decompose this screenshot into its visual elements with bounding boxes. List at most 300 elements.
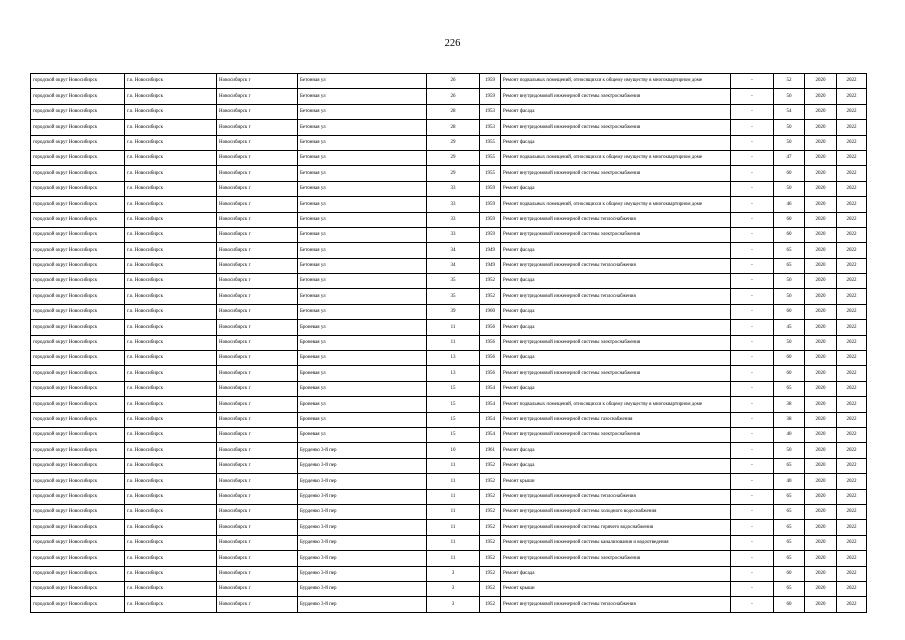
cell-city: г.о. Новосибирск: [125, 243, 217, 258]
cell-work-type: Ремонт фасада: [501, 304, 731, 319]
cell-year: 1955: [480, 150, 501, 165]
cell-street: Бетонная ул: [298, 89, 427, 104]
cell-okrug: городской округ Новосибирск: [31, 212, 125, 227]
table-row: [31, 335, 867, 350]
cell-street: Бетонная ул: [298, 197, 427, 212]
cell-score: 52: [774, 74, 805, 89]
cell-score: 40: [774, 474, 805, 489]
cell-score: 50: [774, 443, 805, 458]
cell-street: Броневая ул: [298, 366, 427, 381]
cell-work-type: Ремонт подвальных помещений, относящихся к общему имуществу в многоквартирном доме: [501, 74, 731, 89]
cell-mark: -: [731, 289, 774, 304]
cell-city: г.о. Новосибирск: [125, 104, 217, 119]
cell-score: 65: [774, 504, 805, 519]
cell-score: 50: [774, 135, 805, 150]
cell-start-year: 2020: [805, 551, 837, 566]
cell-house: 15: [427, 427, 480, 442]
cell-mark: -: [731, 212, 774, 227]
cell-city: г.о. Новосибирск: [125, 458, 217, 473]
cell-city: г.о. Новосибирск: [125, 227, 217, 242]
cell-end-year: 2022: [837, 104, 867, 119]
cell-end-year: 2022: [837, 150, 867, 165]
cell-locality: Новосибирск г: [217, 120, 298, 135]
cell-mark: -: [731, 197, 774, 212]
cell-street: Бетонная ул: [298, 135, 427, 150]
cell-year: 1959: [480, 212, 501, 227]
cell-start-year: 2020: [805, 397, 837, 412]
table-body: [31, 74, 867, 613]
cell-street: Бурденко 3-й пер: [298, 566, 427, 581]
cell-locality: Новосибирск г: [217, 320, 298, 335]
cell-city: г.о. Новосибирск: [125, 89, 217, 104]
cell-start-year: 2020: [805, 74, 837, 89]
cell-city: г.о. Новосибирск: [125, 212, 217, 227]
cell-year: 1959: [480, 181, 501, 196]
cell-mark: -: [731, 427, 774, 442]
cell-score: 54: [774, 104, 805, 119]
cell-house: 3: [427, 597, 480, 612]
cell-end-year: 2022: [837, 566, 867, 581]
cell-city: г.о. Новосибирск: [125, 120, 217, 135]
cell-city: г.о. Новосибирск: [125, 427, 217, 442]
cell-house: 29: [427, 150, 480, 165]
cell-city: г.о. Новосибирск: [125, 74, 217, 89]
cell-okrug: городской округ Новосибирск: [31, 397, 125, 412]
cell-year: 1952: [480, 504, 501, 519]
cell-street: Бетонная ул: [298, 120, 427, 135]
cell-score: 46: [774, 197, 805, 212]
cell-year: 1954: [480, 381, 501, 396]
cell-mark: -: [731, 504, 774, 519]
table-row: [31, 381, 867, 396]
table-row: [31, 320, 867, 335]
cell-year: 1959: [480, 74, 501, 89]
cell-mark: -: [731, 166, 774, 181]
cell-end-year: 2022: [837, 258, 867, 273]
cell-city: г.о. Новосибирск: [125, 535, 217, 550]
cell-okrug: городской округ Новосибирск: [31, 227, 125, 242]
cell-house: 33: [427, 197, 480, 212]
cell-city: г.о. Новосибирск: [125, 335, 217, 350]
cell-mark: -: [731, 566, 774, 581]
table-row: [31, 166, 867, 181]
cell-house: 11: [427, 489, 480, 504]
cell-start-year: 2020: [805, 289, 837, 304]
cell-city: г.о. Новосибирск: [125, 274, 217, 289]
cell-locality: Новосибирск г: [217, 243, 298, 258]
cell-house: 28: [427, 104, 480, 119]
cell-mark: -: [731, 535, 774, 550]
cell-mark: -: [731, 150, 774, 165]
cell-score: 60: [774, 366, 805, 381]
cell-city: г.о. Новосибирск: [125, 181, 217, 196]
cell-okrug: городской округ Новосибирск: [31, 366, 125, 381]
cell-mark: -: [731, 320, 774, 335]
cell-end-year: 2022: [837, 443, 867, 458]
cell-okrug: городской округ Новосибирск: [31, 535, 125, 550]
cell-house: 29: [427, 135, 480, 150]
cell-end-year: 2022: [837, 397, 867, 412]
cell-year: 1952: [480, 551, 501, 566]
cell-street: Бетонная ул: [298, 258, 427, 273]
cell-okrug: городской округ Новосибирск: [31, 551, 125, 566]
table-row: [31, 212, 867, 227]
cell-work-type: Ремонт внутридомовой инженерной системы электроснабжения: [501, 227, 731, 242]
cell-year: 1952: [480, 489, 501, 504]
table-row: [31, 150, 867, 165]
table-row: [31, 274, 867, 289]
cell-street: Бетонная ул: [298, 274, 427, 289]
cell-start-year: 2020: [805, 566, 837, 581]
cell-street: Бетонная ул: [298, 243, 427, 258]
cell-start-year: 2020: [805, 197, 837, 212]
cell-end-year: 2022: [837, 366, 867, 381]
cell-okrug: городской округ Новосибирск: [31, 566, 125, 581]
cell-score: 60: [774, 351, 805, 366]
table-row: [31, 581, 867, 596]
cell-end-year: 2022: [837, 289, 867, 304]
cell-locality: Новосибирск г: [217, 520, 298, 535]
cell-city: г.о. Новосибирск: [125, 197, 217, 212]
cell-locality: Новосибирск г: [217, 135, 298, 150]
cell-city: г.о. Новосибирск: [125, 366, 217, 381]
cell-year: 1959: [480, 197, 501, 212]
cell-city: г.о. Новосибирск: [125, 412, 217, 427]
cell-score: 50: [774, 335, 805, 350]
cell-street: Бетонная ул: [298, 181, 427, 196]
cell-okrug: городской округ Новосибирск: [31, 120, 125, 135]
cell-year: 1956: [480, 320, 501, 335]
cell-house: 26: [427, 89, 480, 104]
cell-city: г.о. Новосибирск: [125, 597, 217, 612]
cell-okrug: городской округ Новосибирск: [31, 197, 125, 212]
cell-work-type: Ремонт внутридомовой инженерной системы теплоснабжения: [501, 289, 731, 304]
cell-house: 11: [427, 520, 480, 535]
cell-street: Бетонная ул: [298, 212, 427, 227]
cell-mark: -: [731, 489, 774, 504]
cell-locality: Новосибирск г: [217, 150, 298, 165]
cell-work-type: Ремонт внутридомовой инженерной системы электроснабжения: [501, 166, 731, 181]
cell-okrug: городской округ Новосибирск: [31, 74, 125, 89]
cell-mark: -: [731, 104, 774, 119]
cell-score: 50: [774, 289, 805, 304]
cell-end-year: 2022: [837, 243, 867, 258]
cell-score: 50: [774, 120, 805, 135]
table-row: [31, 474, 867, 489]
cell-locality: Новосибирск г: [217, 397, 298, 412]
cell-work-type: Ремонт внутридомовой инженерной системы холодного водоснабжения: [501, 504, 731, 519]
cell-work-type: Ремонт крыши: [501, 581, 731, 596]
cell-street: Броневая ул: [298, 351, 427, 366]
cell-city: г.о. Новосибирск: [125, 351, 217, 366]
cell-city: г.о. Новосибирск: [125, 520, 217, 535]
cell-mark: -: [731, 274, 774, 289]
cell-start-year: 2020: [805, 243, 837, 258]
cell-score: 50: [774, 181, 805, 196]
cell-end-year: 2022: [837, 504, 867, 519]
table-row: [31, 597, 867, 612]
cell-end-year: 2022: [837, 120, 867, 135]
table-row: [31, 227, 867, 242]
cell-start-year: 2020: [805, 258, 837, 273]
cell-score: 60: [774, 227, 805, 242]
cell-locality: Новосибирск г: [217, 166, 298, 181]
cell-locality: Новосибирск г: [217, 535, 298, 550]
cell-mark: -: [731, 227, 774, 242]
cell-okrug: городской округ Новосибирск: [31, 474, 125, 489]
cell-end-year: 2022: [837, 212, 867, 227]
cell-house: 34: [427, 243, 480, 258]
table-row: [31, 243, 867, 258]
cell-work-type: Ремонт фасада: [501, 104, 731, 119]
cell-work-type: Ремонт подвальных помещений, относящихся к общему имуществу в многоквартирном доме: [501, 197, 731, 212]
cell-score: 65: [774, 258, 805, 273]
cell-locality: Новосибирск г: [217, 551, 298, 566]
cell-house: 15: [427, 412, 480, 427]
cell-end-year: 2022: [837, 535, 867, 550]
cell-mark: -: [731, 581, 774, 596]
cell-start-year: 2020: [805, 89, 837, 104]
cell-end-year: 2022: [837, 181, 867, 196]
cell-street: Бетонная ул: [298, 304, 427, 319]
cell-start-year: 2020: [805, 104, 837, 119]
cell-okrug: городской округ Новосибирск: [31, 335, 125, 350]
cell-year: 1952: [480, 458, 501, 473]
cell-start-year: 2020: [805, 581, 837, 596]
cell-mark: -: [731, 412, 774, 427]
cell-house: 29: [427, 166, 480, 181]
cell-house: 11: [427, 551, 480, 566]
cell-street: Бетонная ул: [298, 150, 427, 165]
cell-end-year: 2022: [837, 197, 867, 212]
cell-house: 33: [427, 212, 480, 227]
cell-year: 1952: [480, 597, 501, 612]
cell-okrug: городской округ Новосибирск: [31, 150, 125, 165]
cell-mark: -: [731, 458, 774, 473]
cell-mark: -: [731, 597, 774, 612]
cell-score: 50: [774, 89, 805, 104]
cell-work-type: Ремонт фасада: [501, 566, 731, 581]
cell-end-year: 2022: [837, 520, 867, 535]
cell-end-year: 2022: [837, 412, 867, 427]
cell-score: 60: [774, 166, 805, 181]
cell-city: г.о. Новосибирск: [125, 320, 217, 335]
cell-start-year: 2020: [805, 427, 837, 442]
cell-start-year: 2020: [805, 520, 837, 535]
cell-street: Бетонная ул: [298, 104, 427, 119]
cell-start-year: 2020: [805, 166, 837, 181]
cell-start-year: 2020: [805, 474, 837, 489]
cell-street: Бурденко 3-й пер: [298, 489, 427, 504]
cell-start-year: 2020: [805, 366, 837, 381]
cell-year: 1956: [480, 366, 501, 381]
table-row: [31, 135, 867, 150]
cell-work-type: Ремонт внутридомовой инженерной системы канализования и водоотведения: [501, 535, 731, 550]
cell-street: Бурденко 3-й пер: [298, 474, 427, 489]
cell-locality: Новосибирск г: [217, 566, 298, 581]
cell-work-type: Ремонт фасада: [501, 443, 731, 458]
cell-score: 65: [774, 581, 805, 596]
cell-mark: -: [731, 89, 774, 104]
table-row: [31, 258, 867, 273]
cell-city: г.о. Новосибирск: [125, 489, 217, 504]
cell-start-year: 2020: [805, 458, 837, 473]
cell-work-type: Ремонт внутридомовой инженерной системы электроснабжения: [501, 335, 731, 350]
cell-locality: Новосибирск г: [217, 443, 298, 458]
cell-house: 3: [427, 566, 480, 581]
cell-work-type: Ремонт фасада: [501, 320, 731, 335]
cell-year: 1959: [480, 227, 501, 242]
cell-mark: -: [731, 381, 774, 396]
cell-mark: -: [731, 258, 774, 273]
cell-start-year: 2020: [805, 120, 837, 135]
cell-mark: -: [731, 120, 774, 135]
cell-locality: Новосибирск г: [217, 274, 298, 289]
cell-street: Бурденко 3-й пер: [298, 581, 427, 596]
cell-okrug: городской округ Новосибирск: [31, 443, 125, 458]
cell-street: Бетонная ул: [298, 289, 427, 304]
cell-mark: -: [731, 304, 774, 319]
cell-start-year: 2020: [805, 412, 837, 427]
cell-work-type: Ремонт внутридомовой инженерной системы электроснабжения: [501, 89, 731, 104]
table-row: [31, 104, 867, 119]
cell-start-year: 2020: [805, 351, 837, 366]
cell-street: Бетонная ул: [298, 166, 427, 181]
cell-okrug: городской округ Новосибирск: [31, 289, 125, 304]
cell-okrug: городской округ Новосибирск: [31, 274, 125, 289]
cell-year: 1952: [480, 535, 501, 550]
cell-street: Броневая ул: [298, 320, 427, 335]
cell-start-year: 2020: [805, 535, 837, 550]
cell-okrug: городской округ Новосибирск: [31, 581, 125, 596]
cell-street: Бурденко 3-й пер: [298, 597, 427, 612]
cell-mark: -: [731, 443, 774, 458]
cell-work-type: Ремонт внутридомовой инженерной системы электроснабжения: [501, 427, 731, 442]
cell-okrug: городской округ Новосибирск: [31, 489, 125, 504]
cell-end-year: 2022: [837, 551, 867, 566]
table-row: [31, 504, 867, 519]
table-row: [31, 366, 867, 381]
cell-okrug: городской округ Новосибирск: [31, 166, 125, 181]
cell-okrug: городской округ Новосибирск: [31, 504, 125, 519]
cell-end-year: 2022: [837, 74, 867, 89]
cell-city: г.о. Новосибирск: [125, 551, 217, 566]
cell-okrug: городской округ Новосибирск: [31, 458, 125, 473]
cell-locality: Новосибирск г: [217, 212, 298, 227]
cell-okrug: городской округ Новосибирск: [31, 320, 125, 335]
cell-locality: Новосибирск г: [217, 104, 298, 119]
cell-year: 1952: [480, 474, 501, 489]
cell-locality: Новосибирск г: [217, 458, 298, 473]
cell-city: г.о. Новосибирск: [125, 474, 217, 489]
cell-work-type: Ремонт подвальных помещений, относящихся к общему имуществу в многоквартирном доме: [501, 397, 731, 412]
cell-score: 38: [774, 397, 805, 412]
cell-year: 1954: [480, 427, 501, 442]
table-row: [31, 551, 867, 566]
cell-okrug: городской округ Новосибирск: [31, 412, 125, 427]
cell-mark: -: [731, 243, 774, 258]
cell-mark: -: [731, 74, 774, 89]
cell-year: 1960: [480, 304, 501, 319]
cell-score: 65: [774, 520, 805, 535]
cell-locality: Новосибирск г: [217, 335, 298, 350]
table-row: [31, 566, 867, 581]
cell-score: 50: [774, 274, 805, 289]
cell-work-type: Ремонт внутридомовой инженерной системы электроснабжения: [501, 366, 731, 381]
cell-street: Бетонная ул: [298, 74, 427, 89]
cell-score: 40: [774, 427, 805, 442]
cell-start-year: 2020: [805, 597, 837, 612]
capital-repair-table: [30, 73, 867, 613]
cell-year: 1956: [480, 335, 501, 350]
table-row: [31, 351, 867, 366]
cell-street: Броневая ул: [298, 381, 427, 396]
cell-street: Бурденко 3-й пер: [298, 520, 427, 535]
cell-house: 11: [427, 535, 480, 550]
cell-start-year: 2020: [805, 212, 837, 227]
cell-mark: -: [731, 366, 774, 381]
cell-okrug: городской округ Новосибирск: [31, 104, 125, 119]
cell-city: г.о. Новосибирск: [125, 504, 217, 519]
cell-start-year: 2020: [805, 181, 837, 196]
cell-score: 60: [774, 597, 805, 612]
cell-score: 45: [774, 320, 805, 335]
cell-house: 11: [427, 474, 480, 489]
cell-locality: Новосибирск г: [217, 227, 298, 242]
cell-okrug: городской округ Новосибирск: [31, 89, 125, 104]
cell-start-year: 2020: [805, 381, 837, 396]
cell-score: 47: [774, 150, 805, 165]
cell-start-year: 2020: [805, 489, 837, 504]
cell-work-type: Ремонт фасада: [501, 458, 731, 473]
cell-end-year: 2022: [837, 89, 867, 104]
cell-street: Броневая ул: [298, 397, 427, 412]
cell-house: 11: [427, 458, 480, 473]
cell-city: г.о. Новосибирск: [125, 150, 217, 165]
cell-year: 1952: [480, 581, 501, 596]
cell-year: 1959: [480, 89, 501, 104]
cell-work-type: Ремонт внутридомовой инженерной системы электроснабжения: [501, 120, 731, 135]
table-row: [31, 535, 867, 550]
cell-year: 1952: [480, 274, 501, 289]
page-number: 226: [444, 38, 461, 49]
cell-year: 1955: [480, 166, 501, 181]
cell-okrug: городской округ Новосибирск: [31, 597, 125, 612]
cell-house: 15: [427, 381, 480, 396]
cell-year: 1953: [480, 104, 501, 119]
cell-mark: -: [731, 520, 774, 535]
cell-end-year: 2022: [837, 381, 867, 396]
cell-year: 1954: [480, 397, 501, 412]
cell-work-type: Ремонт фасада: [501, 181, 731, 196]
table-row: [31, 120, 867, 135]
cell-city: г.о. Новосибирск: [125, 381, 217, 396]
cell-city: г.о. Новосибирск: [125, 304, 217, 319]
cell-okrug: городской округ Новосибирск: [31, 351, 125, 366]
cell-year: 1952: [480, 289, 501, 304]
cell-city: г.о. Новосибирск: [125, 443, 217, 458]
cell-end-year: 2022: [837, 166, 867, 181]
table-row: [31, 181, 867, 196]
cell-score: 65: [774, 381, 805, 396]
cell-year: 1954: [480, 412, 501, 427]
table-row: [31, 397, 867, 412]
cell-street: Броневая ул: [298, 335, 427, 350]
cell-street: Бетонная ул: [298, 227, 427, 242]
cell-year: 1956: [480, 351, 501, 366]
cell-house: 28: [427, 120, 480, 135]
cell-end-year: 2022: [837, 597, 867, 612]
